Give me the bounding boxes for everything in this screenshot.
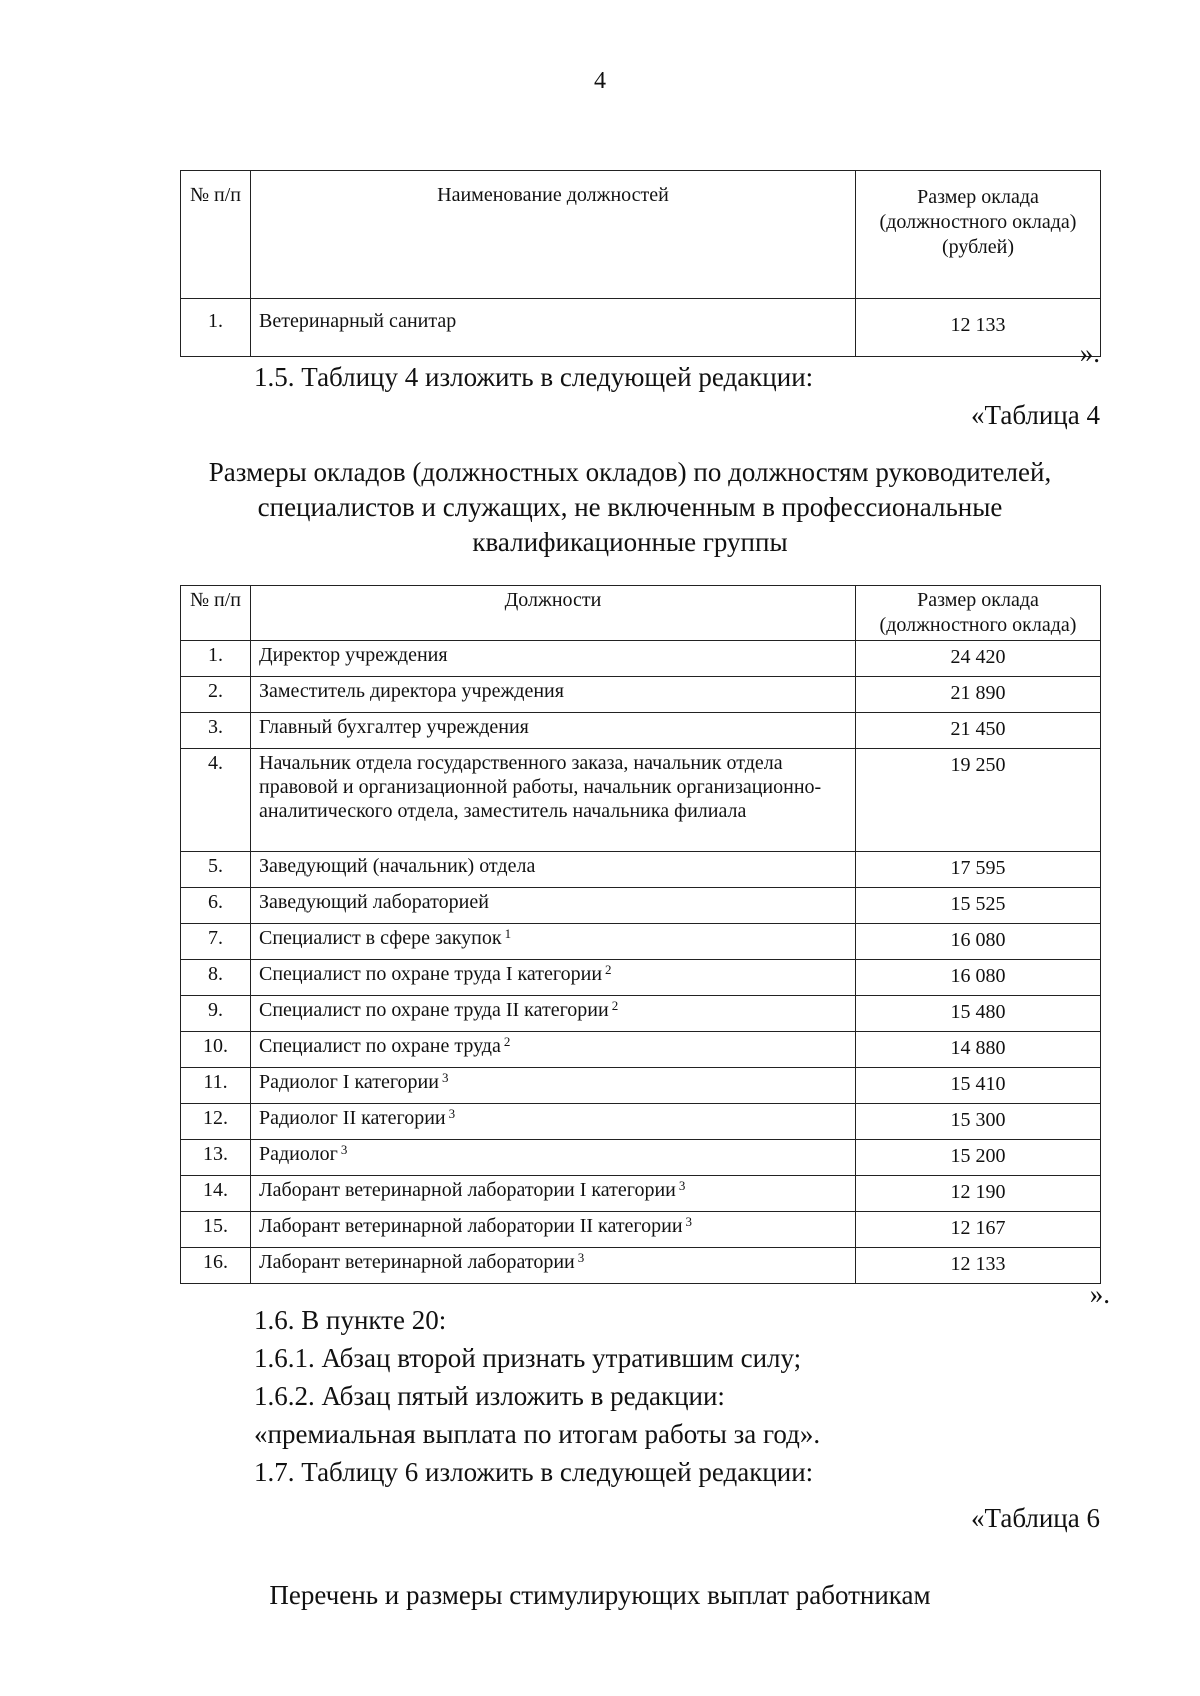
row-number: 7.: [181, 924, 251, 960]
paragraph-1-6: 1.6. В пункте 20:: [254, 1305, 447, 1335]
footnote-marker: 3: [685, 1214, 693, 1229]
table-row: [181, 852, 1101, 888]
row-position: [251, 996, 856, 1032]
row-position: [251, 641, 856, 677]
row-position: [251, 1248, 856, 1284]
row-position-text: Заместитель директора учреждения: [259, 680, 564, 702]
row-position-text: Заведующий лабораторией: [259, 891, 489, 913]
previous-table: [180, 170, 1101, 357]
row-position: [251, 713, 856, 749]
table6-label: «Таблица 6: [971, 1503, 1100, 1533]
header-number: № п/п: [181, 171, 251, 299]
row-number: 10.: [181, 1032, 251, 1068]
table4-heading-line: Размеры окладов (должностных окладов) по должностям руководителей,: [208, 457, 1052, 487]
table-row: [181, 1068, 1101, 1104]
row-position: [251, 1068, 856, 1104]
table4-label: «Таблица 4: [971, 400, 1100, 430]
row-position: [251, 1032, 856, 1068]
row-position: [251, 749, 856, 852]
row-number: 1.: [181, 641, 251, 677]
footnote-marker: 3: [340, 1142, 348, 1157]
header-position: Должности: [251, 586, 856, 641]
row-number: 12.: [181, 1104, 251, 1140]
row-position: Ветеринарный санитар: [251, 299, 856, 357]
row-number: 13.: [181, 1140, 251, 1176]
row-position: [251, 1140, 856, 1176]
row-salary: 12 133: [856, 1248, 1101, 1284]
row-salary: 16 080: [856, 924, 1101, 960]
row-position-text: Главный бухгалтер учреждения: [259, 716, 529, 738]
row-salary: 21 450: [856, 713, 1101, 749]
table-row: [181, 996, 1101, 1032]
row-position-text: Радиолог II категории: [259, 1107, 446, 1129]
row-position: [251, 960, 856, 996]
row-position-text: Специалист в сфере закупок: [259, 927, 502, 949]
salary-table: [180, 585, 1101, 1284]
table-row: [181, 888, 1101, 924]
page-number: 4: [594, 68, 606, 94]
table-row: [181, 299, 1101, 357]
header-salary: Размер оклада (должностного оклада) (рублей): [856, 171, 1101, 299]
table4-heading: [170, 455, 1090, 560]
row-position-text: Лаборант ветеринарной лаборатории: [259, 1251, 575, 1273]
row-salary: 21 890: [856, 677, 1101, 713]
row-position-text: Лаборант ветеринарной лаборатории II категории: [259, 1215, 683, 1237]
row-position: [251, 1104, 856, 1140]
table-row: [181, 713, 1101, 749]
footnote-marker: 2: [503, 1034, 511, 1049]
row-number: 16.: [181, 1248, 251, 1284]
row-salary: 19 250: [856, 749, 1101, 852]
footnote-marker: 3: [448, 1106, 456, 1121]
row-position-text: Специалист по охране труда II категории: [259, 999, 609, 1021]
table-row: [181, 1032, 1101, 1068]
table-row: [181, 1104, 1101, 1140]
row-position-text: Радиолог I категории: [259, 1071, 439, 1093]
paragraph-1-7: 1.7. Таблицу 6 изложить в следующей редакции:: [254, 1457, 814, 1487]
row-position: [251, 852, 856, 888]
header-salary: Размер оклада (должностного оклада): [856, 586, 1101, 641]
table-row: [181, 924, 1101, 960]
row-salary: 14 880: [856, 1032, 1101, 1068]
row-position: [251, 1212, 856, 1248]
paragraph-1-6-1: 1.6.1. Абзац второй признать утратившим силу;: [254, 1343, 802, 1373]
table-row: [181, 1140, 1101, 1176]
table-row: [181, 749, 1101, 852]
footnote-marker: 1: [504, 926, 512, 941]
table-row: [181, 677, 1101, 713]
quoted-text: «премиальная выплата по итогам работы за год».: [254, 1419, 821, 1449]
footnote-marker: 3: [441, 1070, 449, 1085]
row-salary: 15 200: [856, 1140, 1101, 1176]
row-salary: 12 133: [856, 299, 1101, 357]
table6-heading: Перечень и размеры стимулирующих выплат работникам: [269, 1580, 931, 1610]
footnote-marker: 2: [611, 998, 619, 1013]
row-salary: 17 595: [856, 852, 1101, 888]
row-salary: 16 080: [856, 960, 1101, 996]
row-salary: 12 190: [856, 1176, 1101, 1212]
row-salary: 24 420: [856, 641, 1101, 677]
row-salary: 12 167: [856, 1212, 1101, 1248]
table-row: [181, 960, 1101, 996]
row-position-text: Специалист по охране труда: [259, 1035, 501, 1057]
row-salary: 15 480: [856, 996, 1101, 1032]
table-row: [181, 1176, 1101, 1212]
row-position: [251, 677, 856, 713]
row-number: 15.: [181, 1212, 251, 1248]
row-number: 3.: [181, 713, 251, 749]
row-number: 14.: [181, 1176, 251, 1212]
closing-quote: ».: [1089, 1279, 1110, 1309]
row-number: 1.: [181, 299, 251, 357]
row-number: 8.: [181, 960, 251, 996]
table4-heading-line: квалификационные группы: [472, 527, 788, 557]
table-row: [181, 1212, 1101, 1248]
row-position-text: Директор учреждения: [259, 644, 448, 666]
row-number: 6.: [181, 888, 251, 924]
row-number: 4.: [181, 749, 251, 852]
closing-quote: ».: [1079, 338, 1100, 368]
table-row: [181, 1248, 1101, 1284]
footnote-marker: 3: [678, 1178, 686, 1193]
row-position-text: Начальник отдела государственного заказа, начальник отдела правовой и организационной работы, начальник организационно-аналитического отдела, заместитель начальника филиала: [259, 752, 822, 822]
header-number: № п/п: [181, 586, 251, 641]
row-number: 5.: [181, 852, 251, 888]
table-header-row: [181, 171, 1101, 299]
row-salary: 15 300: [856, 1104, 1101, 1140]
row-position: [251, 1176, 856, 1212]
table-header-row: [181, 586, 1101, 641]
paragraph-1-6-2: 1.6.2. Абзац пятый изложить в редакции:: [254, 1381, 725, 1411]
row-position: [251, 888, 856, 924]
row-position-text: Радиолог: [259, 1143, 338, 1165]
row-position: [251, 924, 856, 960]
row-salary: 15 525: [856, 888, 1101, 924]
footnote-marker: 3: [577, 1250, 585, 1265]
paragraph-1-5: 1.5. Таблицу 4 изложить в следующей редакции:: [254, 362, 814, 392]
footnote-marker: 2: [605, 962, 612, 977]
table-row: [181, 641, 1101, 677]
row-position-text: Специалист по охране труда I категории: [259, 963, 603, 985]
header-position: Наименование должностей: [251, 171, 856, 299]
row-position-text: Лаборант ветеринарной лаборатории I категории: [259, 1179, 676, 1201]
row-position-text: Заведующий (начальник) отдела: [259, 855, 536, 877]
row-number: 9.: [181, 996, 251, 1032]
row-number: 11.: [181, 1068, 251, 1104]
table4-heading-line: специалистов и служащих, не включенным в профессиональные: [257, 492, 1003, 522]
row-number: 2.: [181, 677, 251, 713]
row-salary: 15 410: [856, 1068, 1101, 1104]
